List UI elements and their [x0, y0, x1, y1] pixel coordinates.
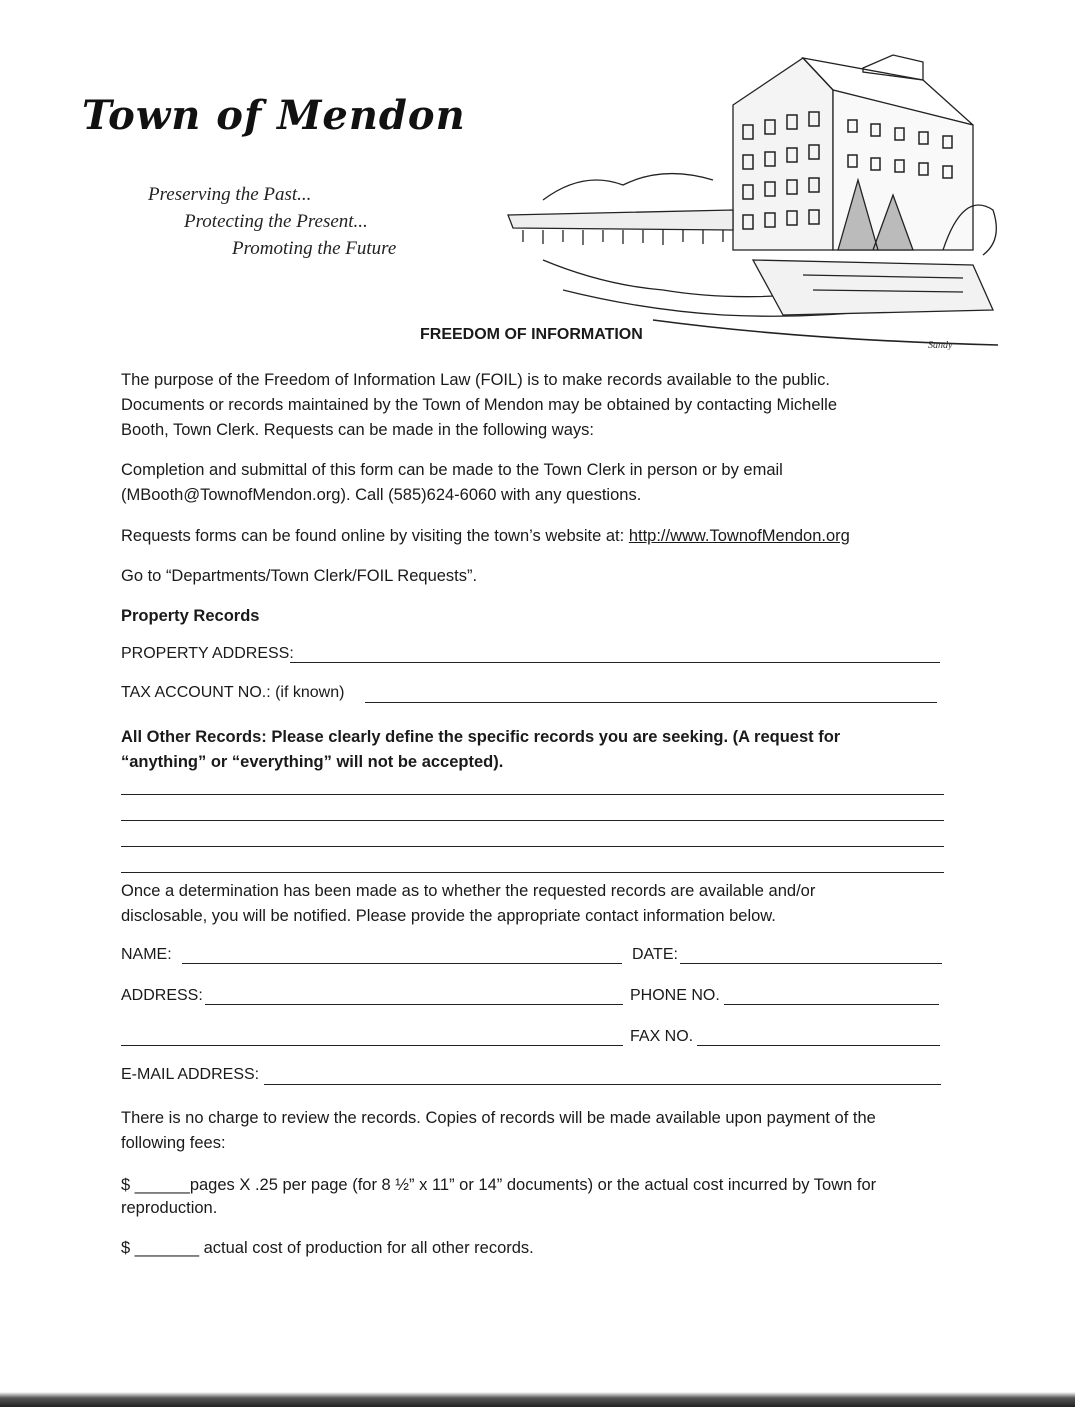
determination-line-2: disclosable, you will be notified. Please provide the appropriate contact information below.	[121, 907, 776, 925]
tagline-future: Promoting the Future	[232, 238, 397, 259]
tax-account-field[interactable]	[365, 702, 937, 703]
determination-line-1: Once a determination has been made as to whether the requested records are available and/or	[121, 882, 816, 900]
fax-field[interactable]	[697, 1045, 940, 1046]
records-description-line-4[interactable]	[121, 872, 944, 873]
mill-illustration	[503, 50, 1003, 350]
illustration-signature: Sandy	[928, 340, 953, 350]
address-label: ADDRESS:	[121, 987, 203, 1004]
scan-bottom-edge	[0, 1392, 1075, 1407]
fee-other-line: $ _______ actual cost of production for all other records.	[121, 1239, 534, 1257]
tax-account-label: TAX ACCOUNT NO.: (if known)	[121, 684, 345, 701]
fax-label: FAX NO.	[630, 1028, 694, 1045]
submittal-line-2: (MBooth@TownofMendon.org). Call (585)624-6060 with any questions.	[121, 486, 642, 504]
fees-line-1: There is no charge to review the records. Copies of records will be made available upon payment of the	[121, 1109, 876, 1127]
email-label: E-MAIL ADDRESS:	[121, 1066, 260, 1083]
fee-pages-line-1: $ ______pages X .25 per page (for 8 ½” x 11” or 14” documents) or the actual cost incurred by Town for	[121, 1176, 877, 1194]
website-link[interactable]: http://www.TownofMendon.org	[628, 527, 850, 545]
name-label: NAME:	[121, 946, 172, 963]
town-name-logo: Town of Mendon	[82, 92, 466, 139]
intro-line-3: Booth, Town Clerk. Requests can be made in the following ways:	[121, 421, 594, 439]
intro-line-1: The purpose of the Freedom of Information Law (FOIL) is to make records available to the public.	[121, 371, 830, 389]
fee-pages-line-2: reproduction.	[121, 1199, 218, 1217]
email-field[interactable]	[264, 1084, 941, 1085]
records-description-line-2[interactable]	[121, 820, 944, 821]
property-address-label: PROPERTY ADDRESS:	[121, 645, 294, 662]
address-line-2-field[interactable]	[121, 1045, 623, 1046]
goto-line: Go to “Departments/Town Clerk/FOIL Requests”.	[121, 567, 478, 585]
fees-line-2: following fees:	[121, 1134, 226, 1152]
other-records-line-2: “anything” or “everything” will not be accepted).	[121, 753, 504, 771]
records-description-line-1[interactable]	[121, 794, 944, 795]
tagline-present: Protecting the Present...	[184, 211, 368, 232]
online-text: Requests forms can be found online by visiting the town’s website at:	[121, 527, 629, 545]
name-field[interactable]	[182, 963, 622, 964]
form-title: FREEDOM OF INFORMATION	[420, 326, 643, 343]
date-field[interactable]	[680, 963, 942, 964]
other-records-line-1: All Other Records: Please clearly define the specific records you are seeking. (A request for	[121, 728, 841, 746]
property-address-field[interactable]	[290, 662, 940, 663]
date-label: DATE:	[632, 946, 678, 963]
online-line	[121, 524, 850, 549]
submittal-line-1: Completion and submittal of this form can be made to the Town Clerk in person or by email	[121, 461, 783, 479]
phone-field[interactable]	[724, 1004, 939, 1005]
tagline-past: Preserving the Past...	[148, 184, 312, 205]
address-field[interactable]	[205, 1004, 623, 1005]
phone-label: PHONE NO.	[630, 987, 720, 1004]
property-records-heading: Property Records	[121, 607, 260, 625]
records-description-line-3[interactable]	[121, 846, 944, 847]
intro-line-2: Documents or records maintained by the Town of Mendon may be obtained by contacting Michelle	[121, 396, 838, 414]
